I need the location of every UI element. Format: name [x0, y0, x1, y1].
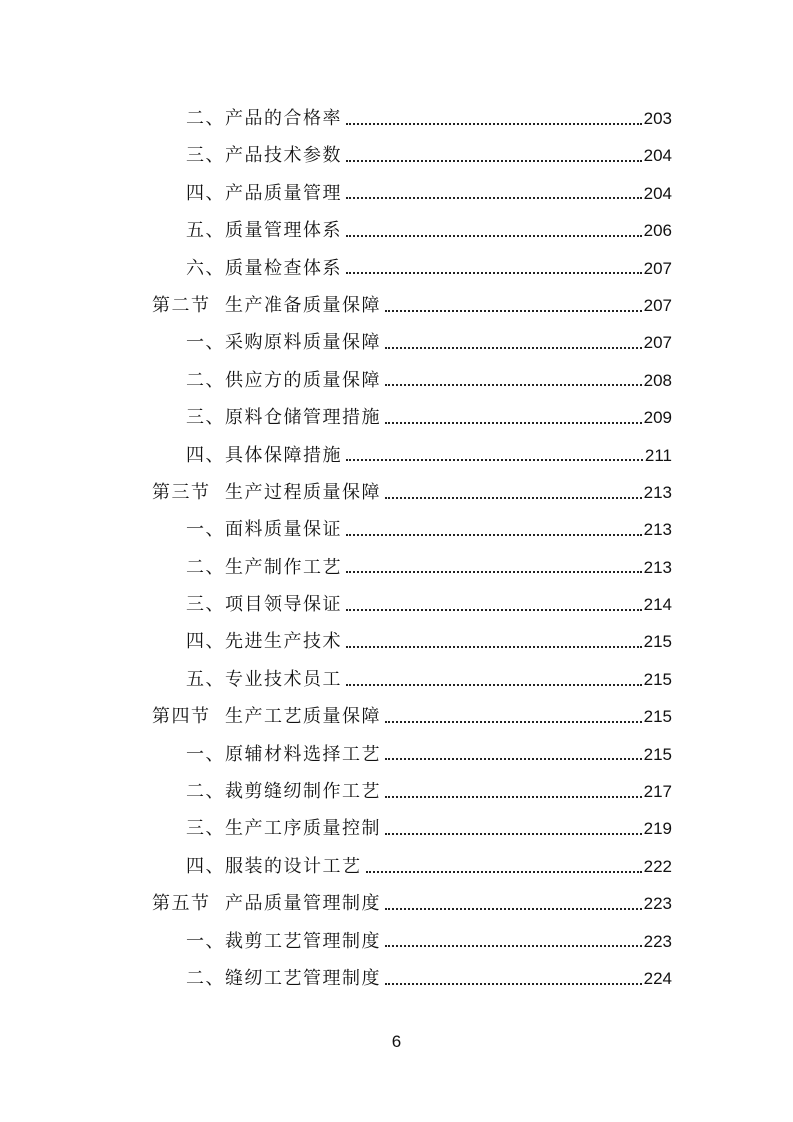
toc-leader-dots [385, 384, 642, 386]
toc-entry[interactable] [0, 362, 793, 399]
toc-entry-title: 二、生产制作工艺 [186, 556, 342, 578]
toc-entry-title: 二、裁剪缝纫制作工艺 [186, 781, 381, 803]
toc-entry[interactable] [0, 100, 793, 137]
toc-entry-title: 四、产品质量管理 [186, 182, 342, 204]
toc-leader-dots [385, 908, 642, 910]
toc-entry-title: 二、供应方的质量保障 [186, 369, 381, 391]
toc-entry-title: 一、采购原料质量保障 [186, 332, 381, 354]
toc-entry-title: 五、专业技术员工 [186, 668, 342, 690]
toc-entry-title: 一、裁剪工艺管理制度 [186, 930, 381, 952]
toc-entry-page: 214 [643, 595, 672, 615]
toc-entry-page: 213 [643, 557, 672, 577]
toc-entry-title: 三、原料仓储管理措施 [186, 407, 381, 429]
toc-leader-dots [385, 796, 642, 798]
table-of-contents [0, 100, 793, 997]
toc-entry-page: 204 [643, 183, 672, 203]
toc-entry-title: 四、服装的设计工艺 [186, 855, 362, 877]
toc-section-entry[interactable] [0, 287, 793, 324]
toc-entry[interactable] [0, 848, 793, 885]
toc-leader-dots [346, 235, 642, 237]
toc-leader-dots [385, 347, 642, 349]
toc-entry-page: 206 [643, 221, 672, 241]
toc-entry[interactable] [0, 661, 793, 698]
toc-leader-dots [366, 871, 642, 873]
toc-entry[interactable] [0, 549, 793, 586]
toc-leader-dots [346, 272, 642, 274]
toc-section-entry[interactable] [0, 474, 793, 511]
toc-entry-page: 222 [643, 856, 672, 876]
toc-entry-title: 四、先进生产技术 [186, 631, 342, 653]
toc-entry-page: 219 [643, 819, 672, 839]
toc-entry-title: 第四节 生产工艺质量保障 [152, 706, 381, 728]
toc-leader-dots [385, 497, 642, 499]
toc-entry[interactable] [0, 212, 793, 249]
toc-entry-page: 207 [643, 333, 672, 353]
toc-entry-page: 209 [643, 408, 672, 428]
toc-entry-title: 第二节 生产准备质量保障 [152, 294, 381, 316]
toc-entry-title: 二、缝纫工艺管理制度 [186, 967, 381, 989]
toc-entry-page: 204 [643, 146, 672, 166]
toc-section-entry[interactable] [0, 698, 793, 735]
toc-entry-page: 213 [643, 482, 672, 502]
toc-leader-dots [385, 310, 642, 312]
toc-entry[interactable] [0, 960, 793, 997]
toc-leader-dots [385, 758, 642, 760]
toc-leader-dots [385, 721, 642, 723]
toc-entry-title: 三、项目领导保证 [186, 594, 342, 616]
toc-entry-page: 223 [643, 894, 672, 914]
page-number: 6 [391, 1032, 402, 1051]
toc-entry[interactable] [0, 923, 793, 960]
toc-leader-dots [346, 534, 642, 536]
toc-entry-title: 三、产品技术参数 [186, 145, 342, 167]
toc-leader-dots [346, 123, 642, 125]
toc-entry-title: 一、原辅材料选择工艺 [186, 743, 381, 765]
toc-leader-dots [346, 160, 642, 162]
toc-entry-title: 第三节 生产过程质量保障 [152, 481, 381, 503]
toc-leader-dots [346, 571, 642, 573]
toc-entry[interactable] [0, 773, 793, 810]
toc-leader-dots [346, 609, 642, 611]
toc-leader-dots [346, 197, 642, 199]
toc-entry-page: 215 [643, 632, 672, 652]
toc-entry-page: 203 [643, 109, 672, 128]
toc-entry[interactable] [0, 437, 793, 474]
toc-section-entry[interactable] [0, 885, 793, 922]
toc-entry-title: 一、面料质量保证 [186, 519, 342, 541]
toc-leader-dots [385, 983, 642, 985]
toc-entry-title: 三、生产工序质量控制 [186, 818, 381, 840]
toc-entry[interactable] [0, 324, 793, 361]
toc-entry-page: 215 [643, 669, 672, 689]
toc-entry-page: 217 [643, 782, 672, 802]
toc-entry-title: 五、质量管理体系 [186, 220, 342, 242]
toc-entry-page: 223 [643, 931, 672, 951]
toc-entry[interactable] [0, 810, 793, 847]
toc-entry-page: 208 [643, 370, 672, 390]
toc-leader-dots [385, 422, 642, 424]
toc-entry[interactable] [0, 511, 793, 548]
toc-entry-title: 二、产品的合格率 [186, 108, 342, 129]
toc-entry-page: 213 [643, 520, 672, 540]
toc-entry-page: 215 [643, 744, 672, 764]
toc-entry[interactable] [0, 137, 793, 174]
toc-leader-dots [346, 684, 642, 686]
toc-entry[interactable] [0, 399, 793, 436]
toc-entry[interactable] [0, 250, 793, 287]
toc-leader-dots [346, 459, 643, 461]
toc-entry[interactable] [0, 586, 793, 623]
toc-entry-page: 211 [644, 445, 672, 465]
toc-entry[interactable] [0, 175, 793, 212]
toc-entry-page: 224 [643, 968, 672, 988]
toc-entry[interactable] [0, 736, 793, 773]
toc-entry-title: 四、具体保障措施 [186, 444, 342, 466]
toc-entry[interactable] [0, 623, 793, 660]
toc-entry-title: 六、质量检查体系 [186, 257, 342, 279]
toc-entry-page: 215 [643, 707, 672, 727]
toc-leader-dots [346, 646, 642, 648]
toc-entry-page: 207 [643, 295, 672, 315]
toc-leader-dots [385, 833, 642, 835]
toc-entry-title: 第五节 产品质量管理制度 [152, 893, 381, 915]
toc-leader-dots [385, 945, 642, 947]
toc-entry-page: 207 [643, 258, 672, 278]
